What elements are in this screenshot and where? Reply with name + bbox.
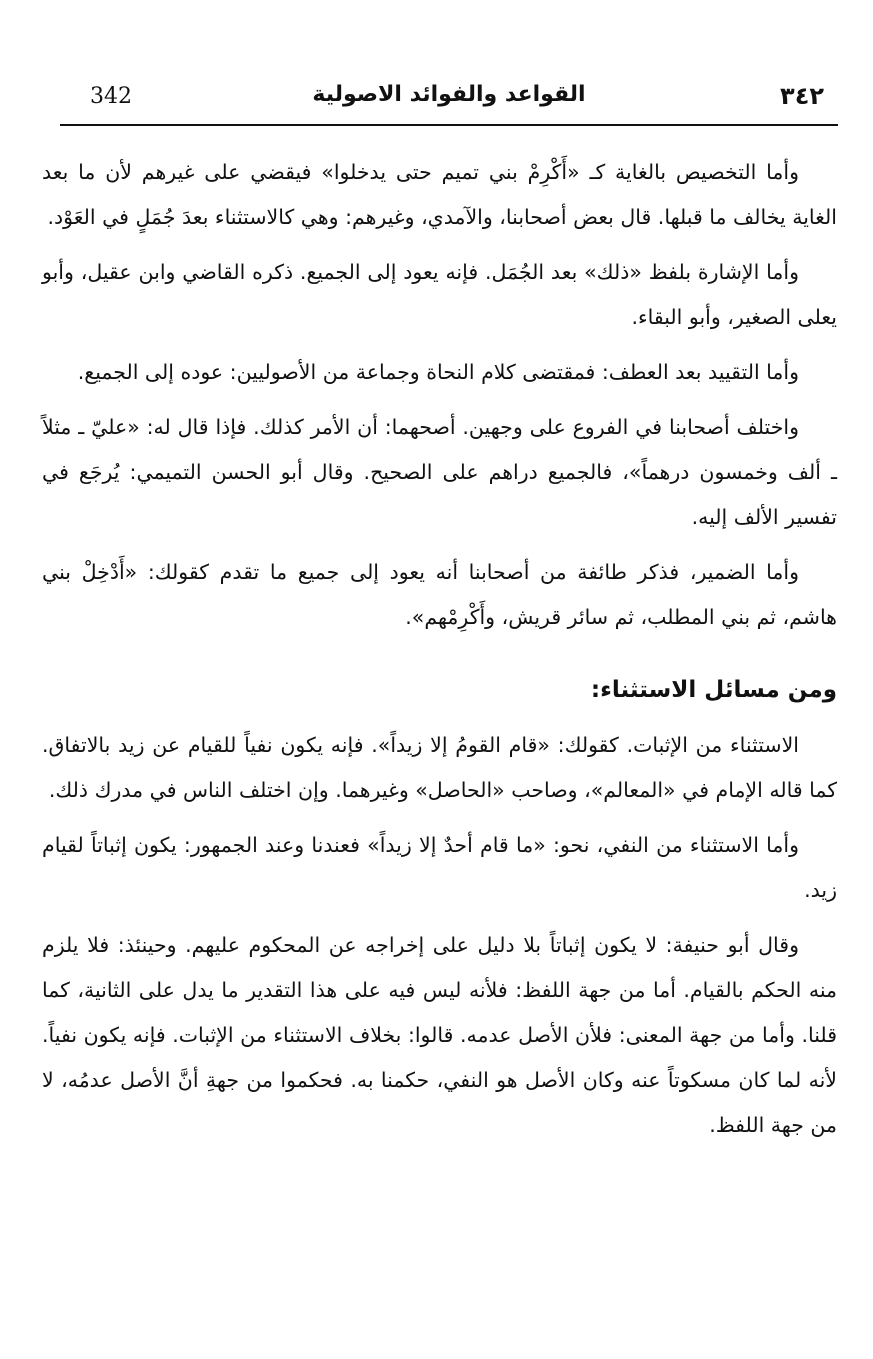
running-title: القواعد والفوائد الاصولية — [312, 82, 586, 107]
paragraph: وأما الاستثناء من النفي، نحو: «ما قام أحدٌ إلا زيداً» فعندنا وعند الجمهور: يكون إثباتاً لقيام زيد. — [42, 833, 837, 902]
header-divider — [60, 124, 838, 126]
paragraph: واختلف أصحابنا في الفروع على وجهين. أصحهما: أن الأمر كذلك. فإذا قال له: «عليّ ـ مثلاً ـ ألف وخمسون درهماً»، فالجميع دراهم على الصحيح. وقال أبو الحسن التميمي: يُرجَع في تفسير الألف إليه. — [42, 415, 837, 529]
page-header — [60, 78, 838, 118]
page-number-arabic: ٣٤٢ — [780, 82, 824, 110]
page-body — [42, 150, 837, 1158]
paragraph: وأما الضمير، فذكر طائفة من أصحابنا أنه يعود إلى جميع ما تقدم كقولك: «أَدْخِلْ بني هاشم، ثم بني المطلب، ثم سائر قريش، وأَكْرِمْهم». — [42, 560, 837, 629]
paragraph: وأما الإشارة بلفظ «ذلك» بعد الجُمَل. فإنه يعود إلى الجميع. ذكره القاضي وابن عقيل، وأبو يعلى الصغير، وأبو البقاء. — [42, 260, 837, 329]
paragraph: وقال أبو حنيفة: لا يكون إثباتاً بلا دليل على إخراجه عن المحكوم عليهم. وحينئذ: فلا يلزم منه الحكم بالقيام. أما من جهة اللفظ: فلأنه ليس فيه على هذا التقدير ما يدل على الثانية، كما قلنا. وأما من جهة المعنى: فلأن الأصل عدمه. قالوا: بخلاف الاستثناء من الإثبات. فإنه يكون نفياً. لأنه لما كان مسكوتاً عنه وكان الأصل هو النفي، حكمنا به. فحكموا من جهةِ أنَّ الأصل عدمُه، لا من جهة اللفظ. — [42, 933, 837, 1137]
paragraph: الاستثناء من الإثبات. كقولك: «قام القومُ إلا زيداً». فإنه يكون نفياً للقيام عن زيد بالاتفاق. كما قاله الإمام في «المعالم»، وصاحب «الحاصل» وغيرهما. وإن اختلف الناس في مدرك ذلك. — [42, 733, 837, 802]
section-heading: ومن مسائل الاستثناء: — [590, 677, 837, 703]
paragraph: وأما التقييد بعد العطف: فمقتضى كلام النحاة وجماعة من الأصوليين: عوده إلى الجميع. — [77, 360, 799, 384]
page-number-latin: 342 — [90, 84, 132, 109]
paragraph: وأما التخصيص بالغاية كـ «أَكْرِمْ بني تميم حتى يدخلوا» فيقضي على غيرهم لأن ما بعد الغاية يخالف ما قبلها. قال بعض أصحابنا، والآمدي، وغيرهم: وهي كالاستثناء بعدَ جُمَلٍ في العَوْد. — [42, 160, 837, 229]
